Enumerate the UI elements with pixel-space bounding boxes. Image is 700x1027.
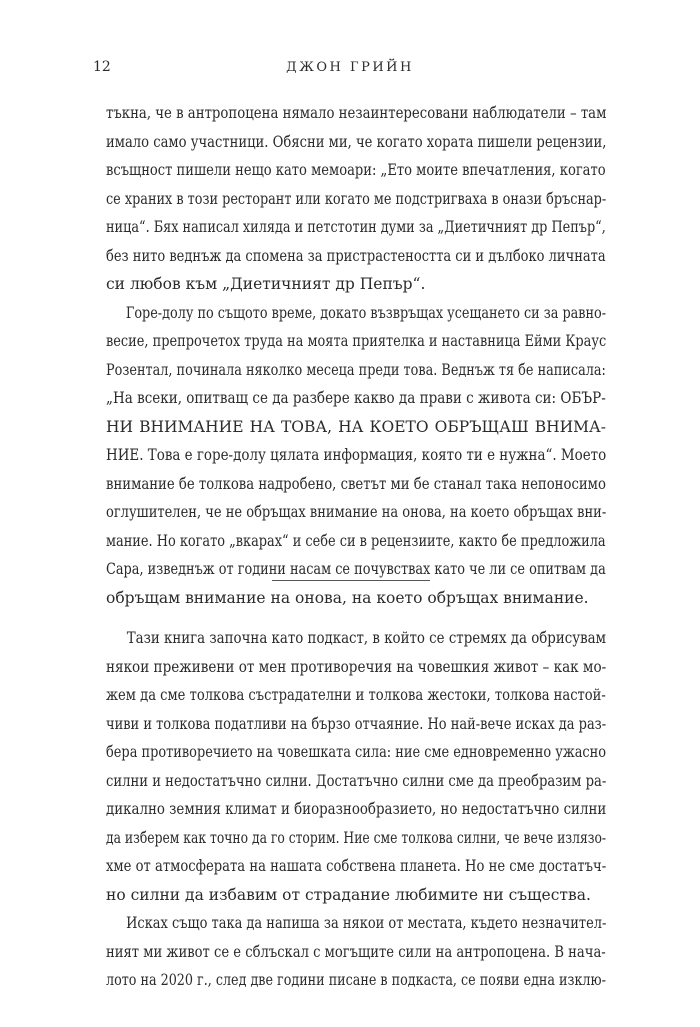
page-number: 12 xyxy=(93,59,111,75)
text-line: някои преживени от мен противоречия на човешкия живот – как мо- xyxy=(106,657,607,676)
text-line: Горе-долу по същото време, докато възвръщах усещането си за равно- xyxy=(125,303,607,322)
text-line: силни и недостатъчно силни. Достатъчно силни сме да преобразим ра- xyxy=(106,771,607,790)
running-head: ДЖОН ГРИЙН xyxy=(286,60,414,75)
text-block-1 xyxy=(106,99,606,612)
text-line: но силни да избавим от страдание любимите ни същества. xyxy=(106,885,591,904)
text-line: „На всеки, опитващ се да разбере какво да прави с живота си: ОБЪР- xyxy=(106,389,606,407)
text-line: да изберем как точно да го сторим. Ние сме толкова силни, че вече излязо- xyxy=(106,828,607,847)
text-line: внимание бе толкова надробено, светът ми бе станал така непоносимо xyxy=(106,474,606,493)
text-line: тъкна, че в антропоцена нямало незаинтересовани наблюдатели – там xyxy=(106,104,607,122)
text-line: мание. Но когато „вкарах“ и себе си в рецензиите, както бе предложила xyxy=(106,531,606,550)
text-line: всъщност пишели нещо като мемоари: „Ето моите впечатления, когато xyxy=(106,161,606,179)
text-line: оглушителен, че не обръщах внимание на онова, на което обръщах вни- xyxy=(106,503,607,521)
text-line: ният ми живот се е сблъскал с могъщите сили на антропоцена. В нача- xyxy=(106,942,606,961)
text-line: хме от атмосферата на нашата собствена планета. Но не сме достатъч- xyxy=(106,857,607,875)
text-line: без нито веднъж да спомена за пристрастеността си и дълбоко личната xyxy=(106,246,606,265)
text-line: Сара, изведнъж от години насам се почувствах като че ли се опитвам да xyxy=(106,560,606,578)
text-line: ница“. Бях написал хиляда и петстотин думи за „Диетичният др Пепър“, xyxy=(106,218,606,236)
text-block-2 xyxy=(106,624,606,995)
text-line: жем да сме толкова състрадателни и толкова жестоки, толкова настой- xyxy=(106,686,606,704)
text-line: се храних в този ресторант или когато ме подстригваха в онази бръснар- xyxy=(106,189,607,208)
text-line: имало само участници. Обясни ми, че когато хората пишели рецензии, xyxy=(106,132,607,151)
section-divider xyxy=(272,580,430,581)
text-line: дикално земния климат и биоразнообразието, но недостатъчно силни xyxy=(106,800,607,818)
text-line: бера противоречието на човешката сила: ние сме едновременно ужасно xyxy=(106,743,607,761)
text-line: лото на 2020 г., след две години писане в подкаста, се появи една изклю- xyxy=(106,971,606,989)
text-line: Тази книга започна като подкаст, в който се стремях да обрисувам xyxy=(126,629,606,647)
text-line: си любов към „Диетичният др Пепър“. xyxy=(106,275,426,293)
text-line: Исках също така да напиша за някои от местата, където незначител- xyxy=(126,914,607,932)
text-line: чиви и толкова податливи на бързо отчаяние. Но най-вече исках да раз- xyxy=(106,714,607,733)
text-line: весие, препрочетох труда на моята приятелка и наставница Ейми Краус xyxy=(106,332,607,350)
text-line: обръщам внимание на онова, на което обръщах внимание. xyxy=(106,588,589,607)
text-line: НИЕ. Това е горе-долу цялата информация, която ти е нужна“. Моето xyxy=(106,446,607,464)
text-line: Розентал, починала няколко месеца преди това. Веднъж тя бе написала: xyxy=(106,360,606,379)
text-line: НИ ВНИМАНИЕ НА ТОВА, НА КОЕТО ОБРЪЩАШ ВНИМА- xyxy=(106,417,606,436)
